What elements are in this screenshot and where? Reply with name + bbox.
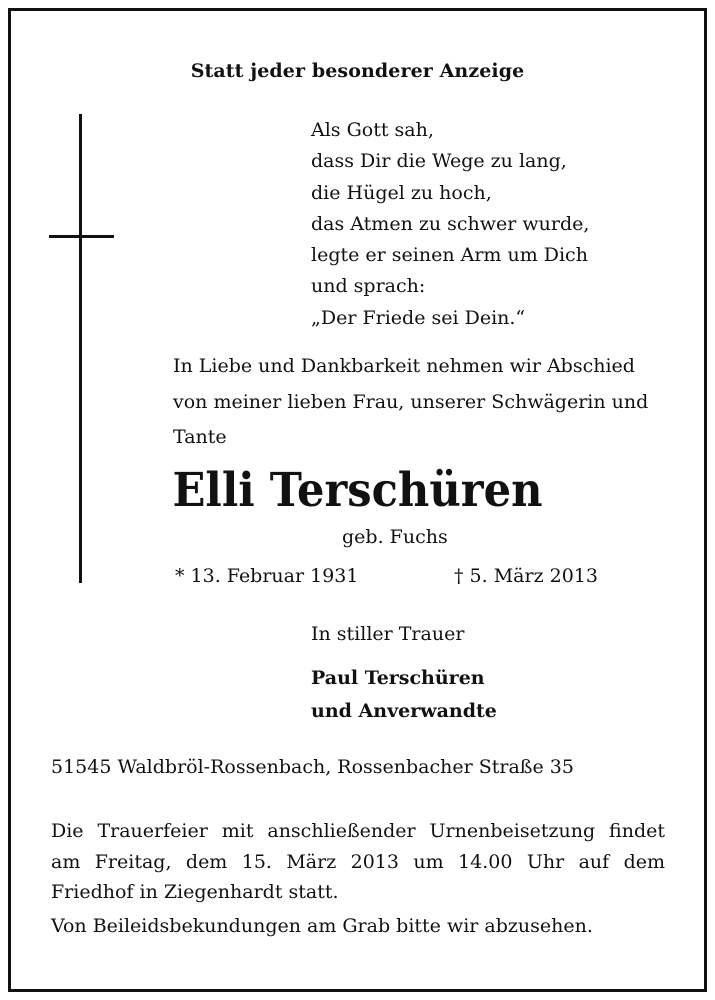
cross-horizontal-bar (49, 235, 114, 238)
farewell-intro (173, 349, 648, 456)
mourner-line: Paul Terschüren (311, 667, 485, 689)
death-date: † 5. März 2013 (454, 565, 598, 587)
poem-line: das Atmen zu schwer wurde, (311, 212, 590, 235)
poem-line: und sprach: (311, 275, 426, 298)
condolence-note: Von Beileidsbekundungen am Grab bitte wir abzusehen. (51, 915, 593, 937)
poem-line: dass Dir die Wege zu lang, (311, 150, 567, 173)
mourner-line: und Anverwandte (311, 700, 497, 722)
funeral-line: Friedhof in Ziegenhardt statt. (51, 881, 339, 903)
intro-line: von meiner lieben Frau, unserer Schwägerin und (173, 390, 649, 413)
poem-line: die Hügel zu hoch, (311, 181, 492, 204)
birth-name: geb. Fuchs (342, 526, 448, 548)
address: 51545 Waldbröl-Rossenbach, Rossenbacher Straße 35 (51, 756, 574, 778)
funeral-line: Die Trauerfeier mit anschließender Urnenbeisetzung findet (51, 820, 665, 842)
mourners (311, 662, 497, 728)
deceased-name: Elli Terschüren (172, 463, 543, 518)
birth-date: * 13. Februar 1931 (175, 565, 359, 587)
poem (311, 115, 589, 334)
funeral-info (51, 816, 665, 908)
intro-line: Tante (173, 426, 227, 448)
intro-line: In Liebe und Dankbarkeit nehmen wir Abschied (173, 355, 635, 377)
poem-line: legte er seinen Arm um Dich (311, 244, 588, 267)
poem-line: „Der Friede sei Dein.“ (311, 306, 526, 329)
funeral-line: am Freitag, dem 15. März 2013 um 14.00 Uhr auf dem (51, 850, 665, 873)
mourning-line: In stiller Trauer (311, 623, 465, 645)
poem-line: Als Gott sah, (311, 119, 434, 141)
notice-heading: Statt jeder besonderer Anzeige (190, 60, 525, 82)
